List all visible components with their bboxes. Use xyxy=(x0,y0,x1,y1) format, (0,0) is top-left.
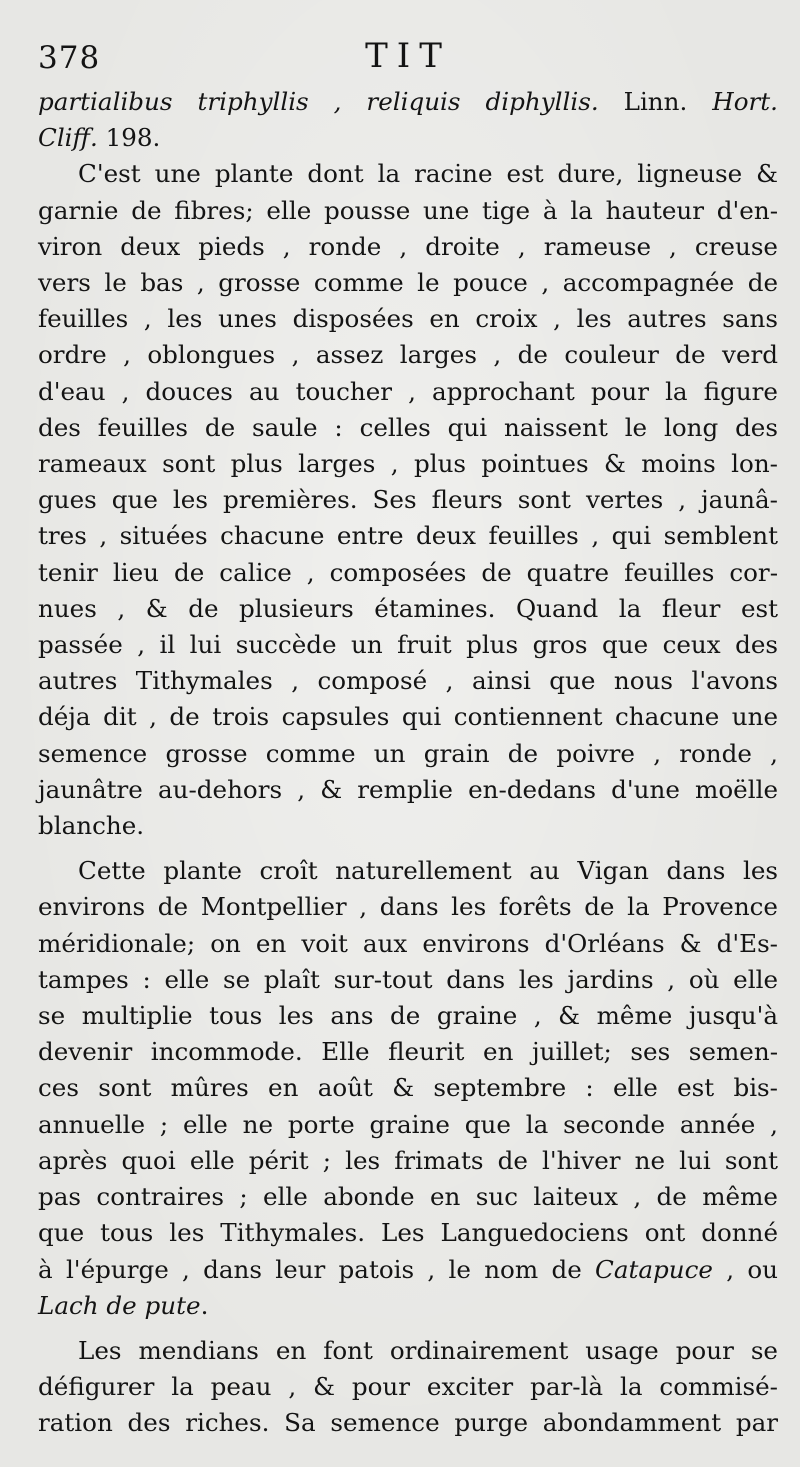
author-abbrev: Linn. xyxy=(598,87,713,116)
citation-number: 198. xyxy=(97,123,161,153)
text-line: Les mendians en font ordinairement usage pour se xyxy=(78,1335,778,1365)
page-number: 378 xyxy=(38,40,101,76)
text-line: C'est une plante dont la racine est dure, ligneuse & xyxy=(78,159,778,189)
text-line: se multiplie tous les ans de graine , & même jusqu'à xyxy=(38,1001,778,1031)
paragraph-usage xyxy=(38,1333,778,1442)
text-line: tenir lieu de calice , composées de quatre feuilles cor- xyxy=(38,557,778,587)
text-line: nues , & de plusieurs étamines. Quand la fleur est xyxy=(38,593,778,623)
text-line: garnie de fibres; elle pousse une tige à la hauteur d'en- xyxy=(38,195,778,225)
text-line: tres , situées chacune entre deux feuilles , qui semblent xyxy=(38,521,778,551)
work-title: Cliff. xyxy=(38,123,98,153)
paragraph-habitat xyxy=(38,853,778,1324)
latin-name: partialibus triphyllis , reliquis diphyllis. xyxy=(38,87,599,116)
text-line: environs de Montpellier , dans les forêts de la Provence xyxy=(38,892,778,922)
text-line: tampes : elle se plaît sur-tout dans les jardins , où elle xyxy=(38,964,778,994)
running-head: TIT xyxy=(365,36,451,76)
text-line: ration des riches. Sa semence purge abondamment par xyxy=(38,1408,778,1438)
text-line: feuilles , les unes disposées en croix , les autres sans xyxy=(38,304,778,334)
text-line: autres Tithymales , composé , ainsi que nous l'avons xyxy=(38,666,778,696)
text-segment: . xyxy=(200,1290,209,1320)
text-line: ordre , oblongues , assez larges , de couleur de verd xyxy=(38,340,778,370)
vernacular-name: Lach de pute xyxy=(38,1290,201,1320)
text-segment: , ou xyxy=(712,1254,778,1284)
work-title: Hort. xyxy=(712,87,778,116)
text-line: après quoi elle périt ; les frimats de l'hiver ne lui sont xyxy=(38,1145,778,1175)
text-line: pas contraires ; elle abonde en suc laiteux , de même xyxy=(38,1182,778,1212)
text-line xyxy=(38,1288,778,1324)
text-line: gues que les premières. Ses fleurs sont vertes , jaunâ- xyxy=(38,485,778,515)
body-text xyxy=(38,84,778,1442)
vernacular-name: Catapuce xyxy=(595,1254,713,1284)
paragraph-description xyxy=(38,156,778,844)
text-line: annuelle ; elle ne porte graine que la seconde année , xyxy=(38,1109,778,1139)
paragraph-gap xyxy=(38,844,778,853)
text-line xyxy=(38,1252,778,1288)
citation-paragraph xyxy=(38,84,778,156)
text-line: rameaux sont plus larges , plus pointues & moins lon- xyxy=(38,449,778,479)
text-line: passée , il lui succède un fruit plus gros que ceux des xyxy=(38,630,778,660)
text-line: devenir incommode. Elle fleurit en juillet; ses semen- xyxy=(38,1037,778,1067)
text-line: vers le bas , grosse comme le pouce , accompagnée de xyxy=(38,268,778,298)
text-line: semence grosse comme un grain de poivre , ronde , xyxy=(38,738,778,768)
text-line: déja dit , de trois capsules qui contiennent chacune une xyxy=(38,702,778,732)
text-line: défigurer la peau , & pour exciter par-là la commisé- xyxy=(38,1372,778,1402)
page-header xyxy=(38,30,778,84)
text-line: que tous les Tithymales. Les Languedociens ont donné xyxy=(38,1218,778,1248)
text-line: viron deux pieds , ronde , droite , rameuse , creuse xyxy=(38,231,778,261)
text-line: d'eau , douces au toucher , approchant pour la figure xyxy=(38,376,778,406)
text-line: ces sont mûres en août & septembre : elle est bis- xyxy=(38,1073,778,1103)
text-line: blanche. xyxy=(38,811,145,841)
text-line: Cette plante croît naturellement au Vigan dans les xyxy=(78,856,778,886)
text-line xyxy=(38,84,778,120)
text-segment: à l'épurge , dans leur patois , le nom de xyxy=(38,1254,596,1284)
text-line: des feuilles de saule : celles qui naissent le long des xyxy=(38,412,778,442)
text-line: jaunâtre au-dehors , & remplie en-dedans d'une moëlle xyxy=(38,774,778,804)
paragraph-gap xyxy=(38,1324,778,1333)
text-line xyxy=(38,120,778,156)
text-line: méridionale; on en voit aux environs d'Orléans & d'Es- xyxy=(38,928,778,958)
